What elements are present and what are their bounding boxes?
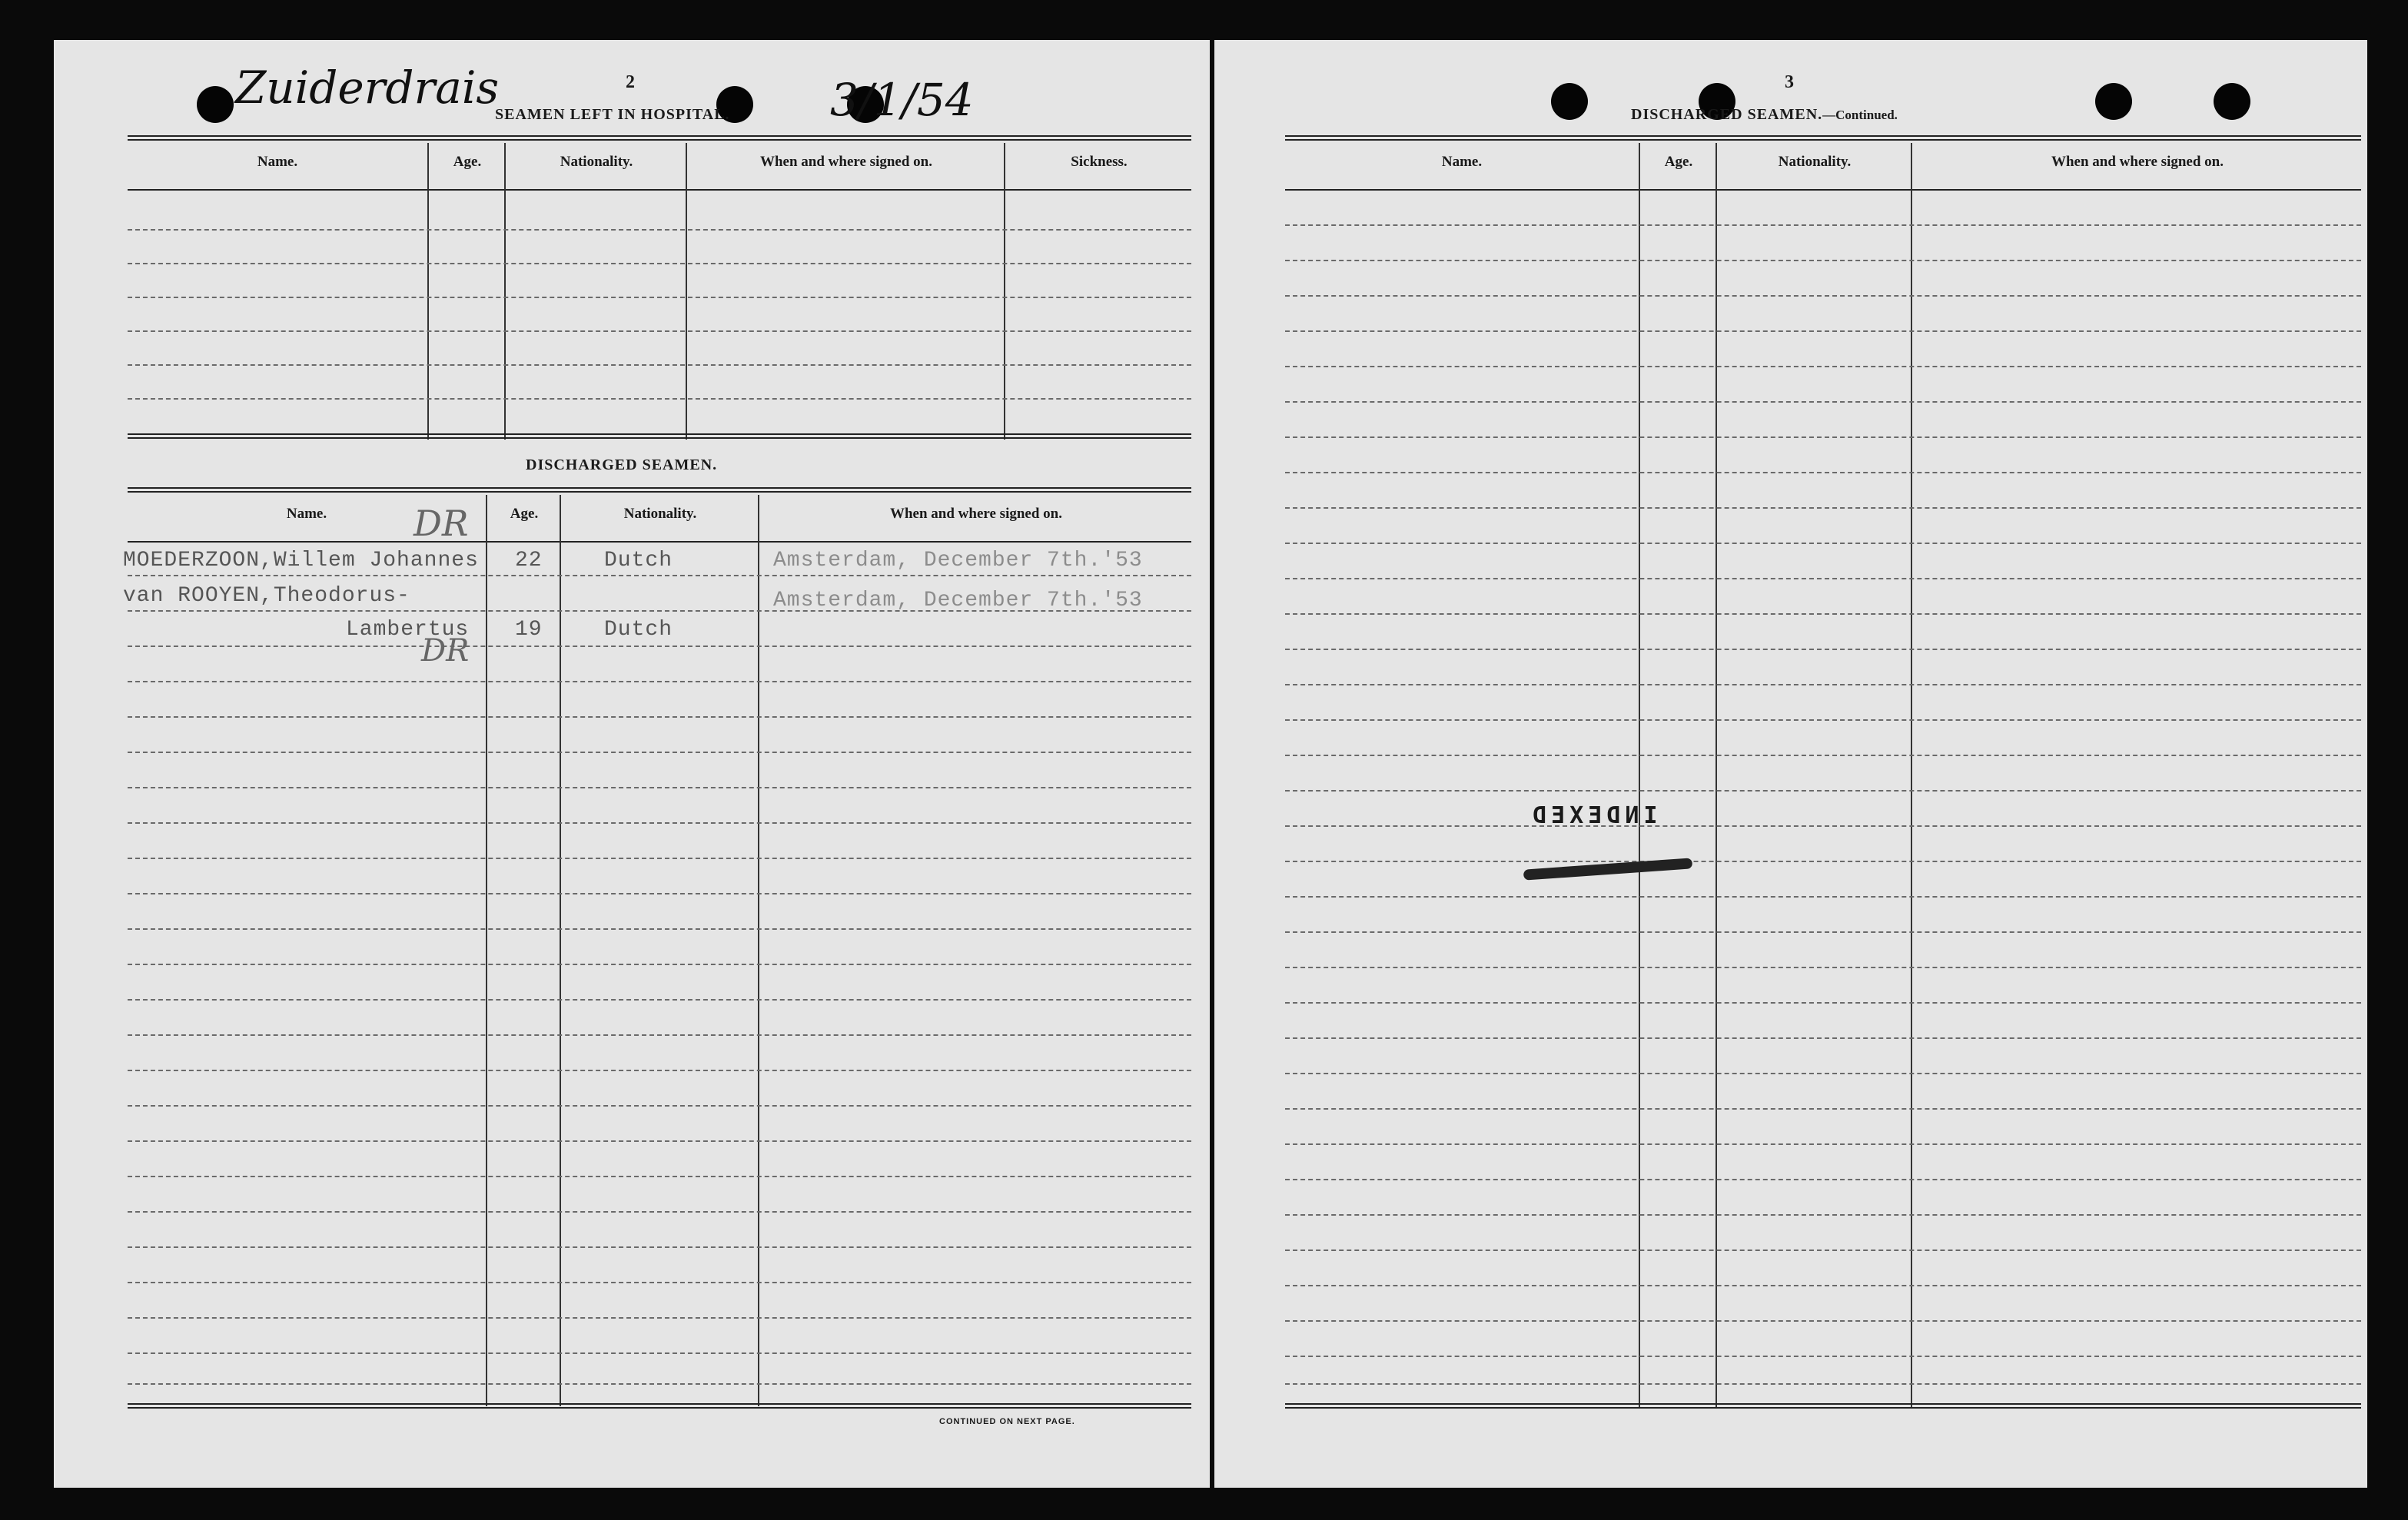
discharged-header-rule [128, 541, 1191, 543]
ruled-line [128, 999, 1191, 1001]
ruled-line [128, 263, 1191, 264]
punch-hole [2214, 83, 2250, 120]
discharged-col-divider [560, 495, 561, 1406]
ruled-line [128, 330, 1191, 332]
ruled-line [128, 928, 1191, 930]
discharged-section-title: DISCHARGED SEAMEN. [526, 456, 718, 473]
ruled-line [128, 1176, 1191, 1177]
col-divider [1911, 143, 1912, 1408]
col-divider [1639, 143, 1640, 1408]
discharged-col-nationality: Nationality. [623, 506, 697, 522]
ruled-line [128, 364, 1191, 366]
discharged-table-top-rule [128, 487, 1191, 493]
ruled-line [128, 1246, 1191, 1248]
ruled-line [1285, 1356, 2361, 1357]
ruled-line [128, 1070, 1191, 1071]
ruled-line [1285, 684, 2361, 685]
ruled-line [1285, 366, 2361, 367]
col-name: Name. [1441, 154, 1483, 170]
ruled-line [128, 858, 1191, 859]
ruled-line [1285, 330, 2361, 332]
ruled-line [1285, 401, 2361, 403]
ruled-line [128, 752, 1191, 753]
hospital-col-age: Age. [453, 154, 482, 170]
col-age: Age. [1664, 154, 1693, 170]
section-title-suffix: —Continued. [1822, 108, 1898, 122]
seaman-nationality: Dutch [604, 618, 673, 642]
ruled-line [1285, 1002, 2361, 1004]
punch-hole [2095, 83, 2132, 120]
page-number: 3 [1785, 72, 1794, 92]
ruled-line [1285, 1108, 2361, 1110]
seaman-name-continued: Lambertus [346, 618, 470, 642]
ruled-line [1285, 649, 2361, 650]
seaman-signed-on: Amsterdam, December 7th.'53 [773, 549, 1143, 572]
ruled-line [128, 964, 1191, 965]
col-nationality: Nationality. [1778, 154, 1852, 170]
ruled-line [128, 575, 1191, 576]
seaman-signed-on: Amsterdam, December 7th.'53 [773, 589, 1143, 612]
ruled-line [1285, 543, 2361, 544]
hospital-col-divider [686, 143, 687, 440]
punch-hole [1551, 83, 1588, 120]
discharged-col-age: Age. [510, 506, 539, 522]
ruled-line [128, 1352, 1191, 1354]
ruled-line [1285, 436, 2361, 438]
ruled-line [1285, 1179, 2361, 1180]
hospital-col-sickness: Sickness. [1071, 154, 1128, 170]
ruled-line [1285, 967, 2361, 968]
ruled-line [1285, 224, 2361, 226]
ruled-line [1285, 578, 2361, 579]
ruled-line [128, 893, 1191, 894]
hospital-header-rule [128, 189, 1191, 191]
ruled-line [128, 787, 1191, 788]
col-divider [1715, 143, 1717, 1408]
seaman-age: 22 [515, 549, 543, 572]
table-top-rule [1285, 135, 2361, 141]
ruled-line [1285, 1250, 2361, 1251]
ruled-line [1285, 507, 2361, 509]
ruled-line [1285, 931, 2361, 933]
section-title-text: DISCHARGED SEAMEN. [1631, 106, 1823, 123]
page-number: 2 [626, 72, 635, 92]
discharged-table-bottom-rule [128, 1403, 1191, 1409]
ruled-line [1285, 295, 2361, 297]
ruled-line [1285, 613, 2361, 615]
ruled-line [128, 229, 1191, 231]
ruled-line [1285, 1214, 2361, 1216]
left-page [54, 40, 1210, 1488]
ruled-line [1285, 896, 2361, 898]
discharged-continued-title [1631, 106, 1898, 124]
ruled-line [128, 1211, 1191, 1213]
hospital-col-divider [1004, 143, 1005, 440]
hospital-col-divider [427, 143, 429, 440]
discharge-mark: DR [421, 633, 470, 669]
seaman-name: MOEDERZOON,Willem Johannes [123, 549, 479, 572]
ruled-line [128, 1140, 1191, 1142]
col-signed-on: When and where signed on. [2051, 154, 2224, 170]
hospital-col-name: Name. [257, 154, 298, 170]
ruled-line [128, 398, 1191, 400]
seaman-age: 19 [515, 618, 543, 642]
ruled-line [128, 822, 1191, 824]
ruled-line [1285, 1073, 2361, 1074]
continued-footer: CONTINUED ON NEXT PAGE. [939, 1417, 1075, 1426]
ruled-line [128, 1317, 1191, 1319]
ruled-line [1285, 1320, 2361, 1322]
ruled-line [128, 681, 1191, 682]
seaman-nationality: Dutch [604, 549, 673, 572]
table-bottom-rule [1285, 1403, 2361, 1409]
ruled-line [1285, 755, 2361, 756]
discharged-col-divider [486, 495, 487, 1406]
ruled-line [1285, 1037, 2361, 1039]
ruled-line [1285, 861, 2361, 862]
punch-hole [197, 86, 234, 123]
ruled-line [128, 297, 1191, 298]
ruled-line [1285, 1285, 2361, 1286]
ruled-line [1285, 790, 2361, 792]
hospital-section-title: SEAMEN LEFT IN HOSPITAL. [495, 106, 730, 123]
ruled-line [1285, 719, 2361, 721]
ruled-line [1285, 1143, 2361, 1145]
hospital-col-signed-on: When and where signed on. [759, 154, 932, 170]
ruled-line [128, 1282, 1191, 1283]
seaman-name: van ROOYEN,Theodorus- [123, 584, 410, 608]
ruled-line [128, 716, 1191, 718]
hospital-table-top-rule [128, 135, 1191, 141]
ruled-line [1285, 1383, 2361, 1385]
handwritten-date: 3/1/54 [830, 74, 974, 126]
indexed-stamp: INDEXED [1528, 802, 1658, 829]
hospital-col-nationality: Nationality. [560, 154, 633, 170]
handwritten-name: Zuiderdrais [235, 61, 500, 114]
ruled-line [128, 1383, 1191, 1385]
discharged-col-divider [758, 495, 759, 1406]
discharged-col-name: Name. [286, 506, 327, 522]
ruled-line [128, 1034, 1191, 1036]
discharge-mark: DR [414, 503, 469, 544]
discharged-col-signed-on: When and where signed on. [889, 506, 1062, 522]
ruled-line [1285, 472, 2361, 473]
ruled-line [1285, 260, 2361, 261]
right-page [1214, 40, 2367, 1488]
ruled-line [128, 1105, 1191, 1107]
ruled-line [1285, 825, 2361, 827]
hospital-col-divider [504, 143, 506, 440]
header-rule [1285, 189, 2361, 191]
hospital-table-bottom-rule [128, 433, 1191, 439]
ruled-line [128, 646, 1191, 647]
